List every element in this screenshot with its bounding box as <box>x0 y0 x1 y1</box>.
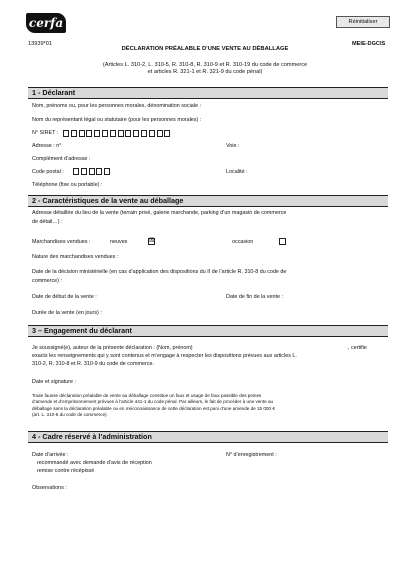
char-box[interactable] <box>110 130 116 137</box>
address-complement-label: Complément d’adresse : <box>32 156 91 162</box>
char-box[interactable] <box>164 130 170 137</box>
warning-text <box>32 393 275 419</box>
char-box[interactable] <box>79 130 85 137</box>
char-box[interactable] <box>141 130 147 137</box>
commitment-line-3: 310-2, R. 310-8 et R. 310-9 du code de commerce. <box>32 361 154 367</box>
warning-line-1: Toute fausse déclaration préalable de vente au déballage constitue un faux et usage de faux passible des peines <box>32 393 262 398</box>
char-box[interactable] <box>125 130 131 137</box>
articles-line-1: (Articles L. 310-2, L. 310-5, R. 310-8, R. 310-9 et R. 310-19 du code de commerce <box>102 62 308 68</box>
char-box[interactable] <box>73 168 79 175</box>
phone-label: Téléphone (fixe ou portable) : <box>32 182 103 188</box>
postal-code-input[interactable] <box>73 168 112 175</box>
char-box[interactable] <box>81 168 87 175</box>
cerfa-number: 13939*01 <box>28 41 52 47</box>
char-box[interactable] <box>86 130 92 137</box>
sale-address-line-2: de détail…) : <box>32 219 63 225</box>
recommended-mail-label: recommandé avec demande d’avis de réception <box>37 460 152 466</box>
new-goods-label: neuves <box>110 239 128 245</box>
street-label: Voie : <box>226 143 240 149</box>
char-box[interactable] <box>118 130 124 137</box>
goods-nature-label: Nature des marchandises vendues : <box>32 254 119 260</box>
postal-code-label: Code postal : <box>32 169 64 175</box>
representative-label: Nom du représentant légal ou statutaire (pour les personnes morales) : <box>32 117 202 123</box>
section-4-heading: 4 - Cadre réservé à l’administration <box>28 431 388 443</box>
observations-label: Observations : <box>32 485 67 491</box>
end-date-label: Date de fin de la vente : <box>226 294 283 300</box>
goods-label: Marchandises vendues : <box>32 239 91 245</box>
new-goods-checkbox[interactable]: ☒ <box>149 238 155 244</box>
legal-articles <box>40 62 370 77</box>
date-signature-label: Date et signature : <box>32 379 77 385</box>
cerfa-logo: cerfa <box>26 13 66 33</box>
certify-label: , certifie <box>348 345 367 351</box>
char-box[interactable] <box>71 130 77 137</box>
declarant-name-label: Nom, prénoms ou, pour les personnes morales, dénomination sociale : <box>32 103 201 109</box>
address-number-label: Adresse : n° <box>32 143 62 149</box>
char-box[interactable] <box>102 130 108 137</box>
siret-label: N° SIRET : <box>32 130 59 136</box>
locality-label: Localité : <box>226 169 248 175</box>
decision-date-line-1: Date de la décision ministérielle (en cas d’application des dispositions du II de l’article R. 310-8 du code de <box>32 269 287 275</box>
reset-button[interactable]: Réinitialiser <box>336 16 390 28</box>
char-box[interactable] <box>157 130 163 137</box>
char-box[interactable] <box>104 168 110 175</box>
warning-line-4: (art. L. 310-5 du code de commerce). <box>32 412 108 418</box>
duration-label: Durée de la vente (en jours) : <box>32 310 102 316</box>
decision-date-line-2: commerce) : <box>32 278 62 284</box>
used-goods-checkbox[interactable] <box>279 238 286 245</box>
char-box[interactable] <box>94 130 100 137</box>
undersigned-label: Je soussigné(e), auteur de la présente déclaration : (Nom, prénom) <box>32 345 193 351</box>
form-title: DÉCLARATION PRÉALABLE D’UNE VENTE AU DÉBALLAGE <box>121 46 289 52</box>
arrival-date-label: Date d’arrivée : <box>32 452 69 458</box>
section-1-heading: 1 - Déclarant <box>28 87 388 99</box>
char-box[interactable] <box>63 130 69 137</box>
form-code: MEIE-DGCIS <box>352 41 386 47</box>
char-box[interactable] <box>96 168 102 175</box>
commitment-line-2: exacts les renseignements qui y sont contenus et m’engage à respecter les dispositions prévues aux articles L. <box>32 353 297 359</box>
warning-line-3: déballage sans la déclaration préalable ou en méconnaissance de cette déclaration est puni d’une amende de 15 000 € <box>32 405 275 411</box>
char-box[interactable] <box>133 130 139 137</box>
start-date-label: Date de début de la vente : <box>32 294 97 300</box>
warning-line-2: d’amende et d’emprisonnement prévues à l’article 441-1 du code pénal. Par ailleurs, le fait de procéder à une vente au <box>32 399 274 405</box>
char-box[interactable] <box>149 130 155 137</box>
char-box[interactable] <box>89 168 95 175</box>
articles-line-2: et articles R. 321-1 et R. 321-9 du code pénal) <box>147 69 263 76</box>
section-2-heading: 2 - Caractéristiques de la vente au déballage <box>28 195 388 207</box>
receipt-label: remise contre récépissé <box>37 468 95 474</box>
registration-number-label: N° d’enregistrement : <box>226 452 277 458</box>
siret-input[interactable] <box>63 130 172 137</box>
section-3-heading: 3 – Engagement du déclarant <box>28 325 388 337</box>
used-goods-label: occasion <box>232 239 254 245</box>
sale-address-line-1: Adresse détaillée du lieu de la vente (terrain privé, galerie marchande, parking d’un magasin de commerce <box>32 210 287 216</box>
